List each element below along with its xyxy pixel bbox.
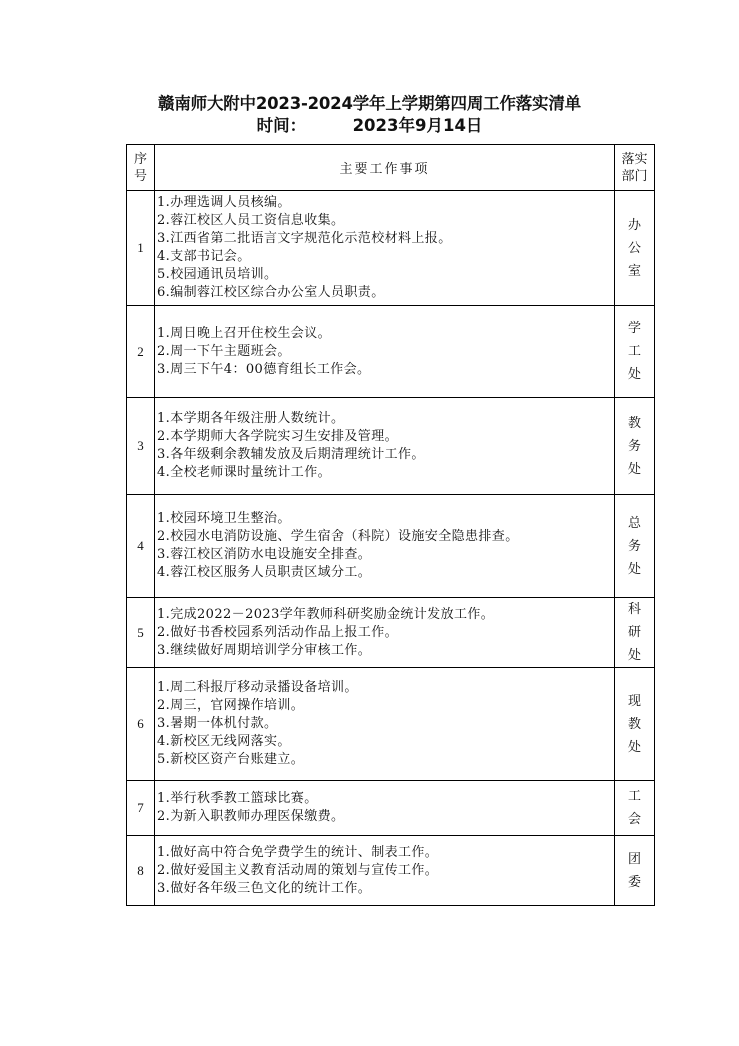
table-row — [127, 836, 655, 906]
date-value: 2023年9月14日 — [352, 116, 483, 135]
work-item: 3.蓉江校区消防水电设施安全排查。 — [157, 547, 372, 562]
work-item: 3.江西省第二批语言文字规范化示范校材料上报。 — [157, 231, 452, 246]
work-item: 1.周日晚上召开住校生会议。 — [157, 325, 332, 341]
table-row — [127, 398, 655, 495]
work-item: 2.为新入职教师办理医保缴费。 — [157, 809, 345, 824]
dept-char: 办 — [627, 217, 641, 233]
work-item: 3.周三下午4：00德育组长工作会。 — [157, 361, 371, 377]
work-item: 4.支部书记会。 — [157, 249, 251, 264]
work-item: 5.校园通讯员培训。 — [157, 267, 278, 282]
dept-char: 工 — [627, 789, 641, 804]
row-dept — [615, 191, 655, 306]
row-items — [155, 598, 615, 668]
row-dept — [615, 495, 655, 598]
dept-char: 务 — [627, 438, 641, 454]
work-item: 3.做好各年级三色文化的统计工作。 — [157, 880, 372, 896]
dept-char: 室 — [627, 263, 641, 279]
row-seq: 4 — [127, 495, 155, 598]
date-line — [0, 115, 739, 137]
work-item: 1.举行秋季教工篮球比赛。 — [157, 791, 318, 806]
work-item: 1.办理选调人员核编。 — [157, 195, 291, 210]
dept-char: 现 — [627, 693, 641, 709]
dept-char: 学 — [627, 321, 641, 336]
table-row — [127, 598, 655, 668]
dept-char: 会 — [627, 812, 641, 827]
row-items — [155, 306, 615, 398]
table-row — [127, 191, 655, 306]
table-row — [127, 668, 655, 781]
row-items — [155, 398, 615, 495]
row-dept — [615, 598, 655, 668]
work-item: 3.各年级剩余教辅发放及后期清理统计工作。 — [157, 447, 425, 462]
work-item: 1.周二科报厅移动录播设备培训。 — [157, 680, 358, 695]
header-main: 主要工作事项 — [155, 145, 615, 191]
dept-char: 研 — [627, 625, 641, 640]
header-dept: 落实 部门 — [615, 145, 655, 191]
work-item: 2.周三，官网操作培训。 — [157, 698, 305, 713]
work-item: 1.校园环境卫生整治。 — [157, 511, 291, 526]
work-item: 2.本学期师大各学院实习生安排及管理。 — [157, 429, 399, 444]
header-seq: 序 号 — [127, 145, 155, 191]
row-seq: 5 — [127, 598, 155, 668]
row-items — [155, 495, 615, 598]
work-item: 6.编制蓉江校区综合办公室人员职责。 — [157, 285, 385, 300]
table-row — [127, 306, 655, 398]
work-item: 1.做好高中符合免学费学生的统计、制表工作。 — [157, 844, 439, 860]
dept-char: 团 — [627, 851, 641, 867]
row-items — [155, 668, 615, 781]
dept-char: 总 — [627, 515, 641, 531]
time-label: 时间： — [256, 116, 307, 135]
work-item: 2.蓉江校区人员工资信息收集。 — [157, 213, 345, 228]
work-item: 3.暑期一体机付款。 — [157, 716, 278, 731]
work-item: 5.新校区资产台账建立。 — [157, 752, 305, 767]
row-items — [155, 781, 615, 836]
table-header-row — [127, 145, 655, 191]
page-title: 赣南师大附中2023-2024学年上学期第四周工作落实清单 — [158, 94, 581, 113]
work-item: 2.周一下午主题班会。 — [157, 343, 291, 359]
dept-char: 处 — [627, 561, 641, 577]
row-seq: 2 — [127, 306, 155, 398]
row-dept — [615, 781, 655, 836]
row-dept — [615, 398, 655, 495]
work-item: 2.校园水电消防设施、学生宿舍（科院）设施安全隐患排查。 — [157, 529, 519, 544]
dept-char: 委 — [627, 874, 641, 890]
work-list-table — [126, 144, 655, 906]
table-row — [127, 495, 655, 598]
dept-char: 公 — [627, 240, 641, 256]
row-seq: 6 — [127, 668, 155, 781]
work-item: 4.蓉江校区服务人员职责区域分工。 — [157, 565, 372, 580]
row-seq: 7 — [127, 781, 155, 836]
dept-char: 教 — [627, 716, 641, 732]
work-item: 4.全校老师课时量统计工作。 — [157, 465, 332, 480]
table-row — [127, 781, 655, 836]
work-item: 1.本学期各年级注册人数统计。 — [157, 411, 345, 426]
work-item: 4.新校区无线网落实。 — [157, 734, 291, 749]
work-item: 2.做好爱国主义教育活动周的策划与宣传工作。 — [157, 862, 439, 878]
dept-char: 科 — [627, 602, 641, 617]
row-seq: 1 — [127, 191, 155, 306]
work-item: 3.继续做好周期培训学分审核工作。 — [157, 642, 372, 658]
dept-char: 务 — [627, 538, 641, 554]
dept-char: 工 — [627, 344, 641, 359]
row-items — [155, 836, 615, 906]
dept-char: 处 — [627, 648, 641, 663]
dept-char: 处 — [627, 461, 641, 477]
row-items — [155, 191, 615, 306]
row-dept — [615, 306, 655, 398]
dept-char: 处 — [627, 739, 641, 755]
row-seq: 3 — [127, 398, 155, 495]
row-dept — [615, 836, 655, 906]
row-seq: 8 — [127, 836, 155, 906]
row-dept — [615, 668, 655, 781]
work-item: 2.做好书香校园系列活动作品上报工作。 — [157, 624, 399, 640]
dept-char: 教 — [627, 415, 641, 431]
work-item: 1.完成2022－2023学年教师科研奖励金统计发放工作。 — [157, 606, 495, 622]
dept-char: 处 — [627, 367, 641, 382]
